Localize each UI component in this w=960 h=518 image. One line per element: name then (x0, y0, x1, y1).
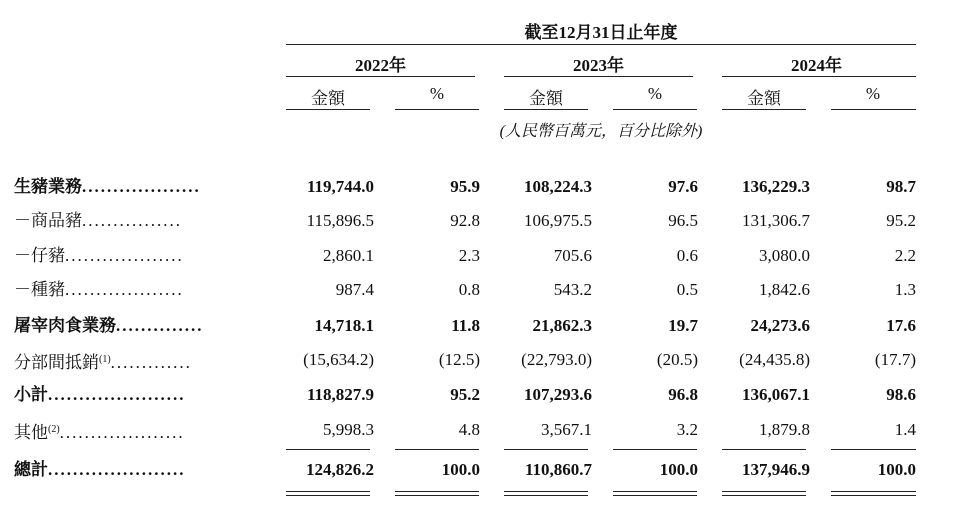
percent-cell: 100.0 (659, 460, 698, 479)
percent-cell: 97.6 (668, 177, 698, 196)
percent-cell: 17.6 (886, 316, 916, 335)
year-rule (504, 76, 693, 77)
row-label (14, 379, 186, 411)
row-label (14, 171, 201, 203)
row-label-text: －種豬 (14, 280, 65, 299)
table-row (0, 454, 960, 486)
row-label (14, 274, 184, 306)
amount-cell: 543.2 (553, 280, 592, 299)
year-2023-header: 2023年 (573, 56, 624, 75)
percent-cell: (20.5) (656, 350, 698, 369)
percent-cell: 96.8 (668, 385, 698, 404)
row-label (14, 205, 182, 237)
subheader-rule (613, 109, 697, 110)
row-label-text: －仔豬 (14, 246, 65, 265)
total-rule (286, 449, 370, 450)
percent-cell: 95.2 (886, 211, 916, 230)
amount-cell: 21,862.3 (532, 316, 592, 335)
total-rule (613, 449, 697, 450)
total-rule (722, 449, 806, 450)
amount-cell: 106,975.5 (524, 211, 592, 230)
amount-col-header: 金額 (747, 89, 781, 108)
percent-cell: 100.0 (877, 460, 916, 479)
percent-cell: 95.2 (450, 385, 480, 404)
percent-cell: 4.8 (458, 420, 480, 439)
year-rule (286, 76, 475, 77)
percent-cell: 96.5 (668, 211, 698, 230)
unit-note: (人民幣百萬元，百分比除外) (499, 123, 703, 140)
double-rule (722, 491, 806, 492)
amount-col-header: 金額 (311, 89, 345, 108)
double-rule (286, 495, 370, 496)
amount-cell: 108,224.3 (524, 177, 592, 196)
total-rule (504, 449, 588, 450)
row-label-text: 其他 (14, 423, 48, 442)
row-label (14, 240, 184, 272)
percent-cell: 2.2 (894, 246, 916, 265)
percent-cell: 3.2 (676, 420, 698, 439)
amount-cell: 119,744.0 (306, 177, 374, 196)
amount-cell: 2,860.1 (323, 246, 374, 265)
percent-cell: 98.7 (886, 177, 916, 196)
double-rule (613, 491, 697, 492)
row-label-text: 屠宰肉食業務 (14, 316, 116, 335)
percent-cell: 98.6 (886, 385, 916, 404)
amount-cell: 137,946.9 (742, 460, 810, 479)
footnote-marker: (1) (99, 354, 111, 365)
leader-dots: ................ (82, 211, 182, 230)
amount-cell: 124,826.2 (306, 460, 374, 479)
percent-cell: (12.5) (438, 350, 480, 369)
amount-cell: 110,860.7 (524, 460, 592, 479)
table-row (0, 240, 960, 272)
table-row (0, 205, 960, 237)
leader-dots: ................... (65, 246, 184, 265)
subheader-rule (395, 109, 479, 110)
table-row (0, 379, 960, 411)
percent-cell: 2.3 (458, 246, 480, 265)
period-header: 截至12月31日止年度 (524, 23, 678, 42)
row-label-text: 分部間抵銷 (14, 353, 99, 372)
total-rule (395, 449, 479, 450)
year-2022-header: 2022年 (355, 56, 406, 75)
table-row (0, 171, 960, 203)
leader-dots: ................... (65, 280, 184, 299)
subheader-rule (504, 109, 588, 110)
double-rule (722, 495, 806, 496)
percent-col-header: % (865, 84, 881, 103)
row-label (14, 310, 204, 342)
percent-col-header: % (647, 84, 663, 103)
double-rule (395, 491, 479, 492)
amount-cell: 24,273.6 (750, 316, 810, 335)
amount-cell: 107,293.6 (524, 385, 592, 404)
amount-cell: (22,793.0) (521, 350, 592, 369)
amount-col-header: 金額 (529, 89, 563, 108)
table-row (0, 274, 960, 306)
amount-cell: 115,896.5 (306, 211, 374, 230)
double-rule (613, 495, 697, 496)
table-row (0, 414, 960, 446)
leader-dots: ................... (82, 177, 201, 196)
row-label-text: －商品豬 (14, 211, 82, 230)
total-rule (831, 449, 916, 450)
amount-cell: 3,080.0 (759, 246, 810, 265)
amount-cell: 1,842.6 (759, 280, 810, 299)
amount-cell: 136,229.3 (742, 177, 810, 196)
row-label (14, 344, 192, 379)
amount-cell: 5,998.3 (323, 420, 374, 439)
row-label-text: 生豬業務 (14, 177, 82, 196)
leader-dots: ............. (110, 353, 192, 372)
amount-cell: 136,067.1 (742, 385, 810, 404)
percent-cell: 1.4 (894, 420, 916, 439)
footnote-marker: (2) (48, 424, 60, 435)
percent-cell: (17.7) (874, 350, 916, 369)
amount-cell: 3,567.1 (541, 420, 592, 439)
amount-cell: 14,718.1 (314, 316, 374, 335)
row-label (14, 454, 186, 486)
amount-cell: (15,634.2) (303, 350, 374, 369)
amount-cell: 1,879.8 (759, 420, 810, 439)
table-row (0, 310, 960, 342)
percent-cell: 11.8 (451, 316, 480, 335)
header-rule (286, 44, 916, 45)
amount-cell: 118,827.9 (306, 385, 374, 404)
year-2024-header: 2024年 (791, 56, 842, 75)
double-rule (831, 491, 916, 492)
table-row (0, 344, 960, 376)
row-label (14, 414, 185, 449)
double-rule (395, 495, 479, 496)
row-label-text: 小計 (14, 385, 48, 404)
leader-dots: ...................... (48, 385, 186, 404)
subheader-rule (831, 109, 916, 110)
percent-cell: 0.8 (458, 280, 480, 299)
percent-cell: 0.6 (676, 246, 698, 265)
double-rule (831, 495, 916, 496)
year-rule (722, 76, 916, 77)
row-label-text: 總計 (14, 460, 48, 479)
percent-cell: 1.3 (894, 280, 916, 299)
percent-cell: 0.5 (676, 280, 698, 299)
double-rule (504, 495, 588, 496)
amount-cell: 987.4 (335, 280, 374, 299)
leader-dots: ...................... (48, 460, 186, 479)
amount-cell: (24,435.8) (739, 350, 810, 369)
percent-cell: 92.8 (450, 211, 480, 230)
percent-cell: 100.0 (441, 460, 480, 479)
amount-cell: 131,306.7 (742, 211, 810, 230)
amount-cell: 705.6 (553, 246, 592, 265)
percent-cell: 19.7 (668, 316, 698, 335)
leader-dots: .................... (59, 423, 185, 442)
subheader-rule (722, 109, 806, 110)
percent-cell: 95.9 (450, 177, 480, 196)
double-rule (286, 491, 370, 492)
subheader-rule (286, 109, 370, 110)
percent-col-header: % (429, 84, 445, 103)
leader-dots: .............. (116, 316, 204, 335)
double-rule (504, 491, 588, 492)
